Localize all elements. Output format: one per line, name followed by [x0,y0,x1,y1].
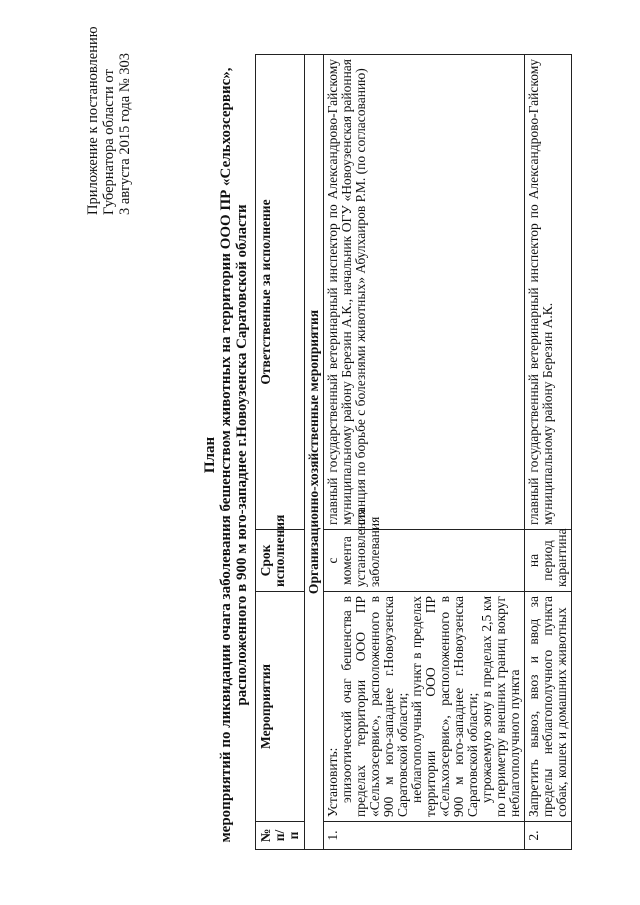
action-paragraph: эпизоотический очаг бешенства в пределах территории ООО ПР «Сельхозсервис», расположенного в 900 м юго-западнее г.Новоузенска Саратовской области; [339,596,410,817]
appendix-line-1: Приложение к постановлению [85,26,101,215]
section-title: Организационно-хозяйственные мероприятия [305,55,324,850]
document-title: План [202,436,218,474]
row-number: 1. [324,822,525,850]
row-term: на период карантина [525,530,572,592]
action-paragraph: неблагополучный пункт в пределах территории ООО ПР «Сельхозсервис», расположенного в 900 м юго-западнее г.Новоузенска Саратовской области; [409,596,480,817]
row-number: 2. [525,822,572,850]
row-term: с момента установления заболевания [324,530,525,592]
table-header-row [256,55,305,850]
header-term: Срок исполнения [256,530,305,592]
document-subtitle-line-2: расположенного в 900 м юго-западнее г.Новоузенска Саратовской области [234,204,250,706]
header-responsible: Ответственные за исполнение [256,55,305,530]
action-paragraph: угрожаемую зону в пределах 2,5 км по периметру внешних границ вокруг неблагополучного пункта [479,596,522,817]
table-row [324,55,525,850]
row-action [324,592,525,822]
plan-table [255,54,572,850]
appendix-line-3: 3 августа 2015 года № 303 [117,52,133,215]
appendix-note [85,15,133,215]
row-responsible: главный государственный ветеринарный инспектор по Александрово-Гайскому муниципальному району Березин А.К., начальник ОГУ «Новоузенская районная станция по борьбе с болезнями животных» Абулхаиров Р.М. (по согласованию) [324,55,525,530]
header-number: № п/п [256,822,305,850]
row-action: Запретить вывоз, ввоз и ввод за пределы неблагополучного пункта собак, кошек и домашних животных [525,592,572,822]
appendix-line-2: Губернатора области от [101,69,117,215]
action-intro: Установить: [325,747,340,817]
table-row [525,55,572,850]
document-subtitle-line-1: мероприятий по ликвидации очага заболевания бешенством животных на территории ООО ПР «Сельхозсервис», [218,67,234,843]
row-responsible: главный государственный ветеринарный инспектор по Александрово-Гайскому муниципальному району Березин А.К. [525,55,572,530]
section-row [305,55,324,850]
header-action: Мероприятия [256,592,305,822]
